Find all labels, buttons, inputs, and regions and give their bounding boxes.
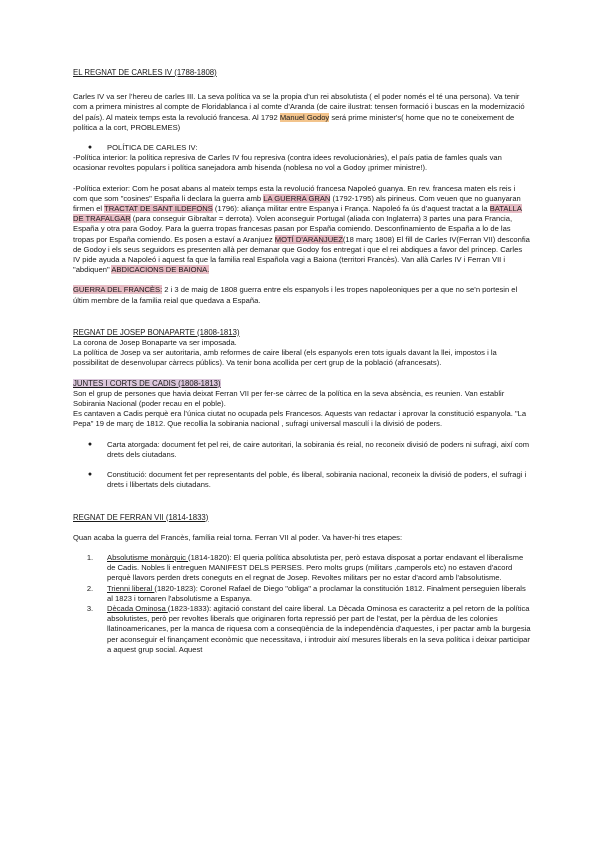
highlight-abdicacions: ABDICACIONS DE BAIONA. bbox=[111, 265, 210, 275]
highlight-guerra-frances: GUERRA DEL FRANCÈS: bbox=[73, 285, 163, 295]
heading-juntes-corts bbox=[73, 379, 531, 389]
document-page bbox=[73, 68, 531, 655]
heading-carles-iv: EL REGNAT DE CARLES IV (1788-1808) bbox=[73, 68, 217, 77]
text-span: (18 març 1808) El fill de Carles IV(Ferran VII) desconfia de Godoy i els seus seguidors es presenten allà per demanar que Godoy fos entregat i que el rei abdiques a favor del princep. Carles IV pide ayuda a Napoleó i aquest fa que la familia real Española vagi a Baiona (territori Francès). Van allà Carles IV i Ferran VII i "abdiquen" bbox=[73, 234, 530, 275]
list-number: 1. bbox=[86, 552, 94, 562]
highlight-guerra-gran: LA GUERRA GRAN bbox=[263, 193, 331, 203]
bullet-text: POLÍTICA DE CARLES IV: bbox=[107, 143, 198, 153]
list-item-text: (1823-1833): agitació constant del caire liberal. La Dècada Ominosa es caracteritz a pel retorn de la política absolutistes, però per revoltes liberals que originaren forta repressió per part de l'estat, per la pèrdua de les colonies llatinoamericanes, per la manca de riquesa com a conseqüència de la independència d'aquestes, i per pactar amb la burgesia per aconseguir el finançament econòmic que necessitava, i introduir així mesures liberals en la seva política i deixar participar a aquest grup social. Aquest bbox=[107, 603, 531, 654]
list-item bbox=[73, 604, 531, 655]
paragraph-politica-exterior bbox=[73, 184, 531, 276]
text-span: -Política exterior: Com he posat abans al mateix temps esta la revolució francesa Napoleó guanya. En rev. francesa maten els reis i com que som "cosines" España li declara la guerra amb bbox=[73, 183, 516, 203]
highlight-batalla-trafalgar: BATALLA DE TRAFALGAR bbox=[73, 204, 522, 224]
list-item-body bbox=[107, 604, 531, 655]
bullet-text: Carta atorgada: document fet pel rei, de caire autoritari, la sobirania és reial, no reconeix divisió de poders ni sufragi, així com drets dels ciutadans. bbox=[107, 439, 530, 459]
heading-josep-bonaparte: REGNAT DE JOSEP BONAPARTE (1808-1813) bbox=[73, 327, 240, 337]
text-span: (1792-1795) als pirineus. Com veuen que no guanyaran firmen el bbox=[73, 193, 521, 214]
list-item bbox=[73, 584, 531, 604]
highlight-juntes-corts: JUNTES I CORTS DE CADIS (1808-1813) bbox=[73, 378, 221, 388]
bullet-icon: ● bbox=[87, 471, 93, 479]
list-item-title: Dècada Ominosa bbox=[107, 603, 168, 613]
list-number: 2. bbox=[86, 583, 94, 593]
paragraph-ferran-intro: Quan acaba la guerra del Francès, família reial torna. Ferran VII al poder. Va haver-hi tres etapes: bbox=[73, 532, 403, 542]
list-number: 3. bbox=[86, 603, 94, 613]
text-span: (para conseguir Gibraltar = derrota). Volen aconseguir Portugal (aliada con Inglaterra) 3 partes una para Francia, España y otra para Godoy. Para la guerra tropas francesas pasan por España comiendo. Desconfinamiento de España a lo de las tropas por España comiendo. Es posen a estaví a Aranjuez bbox=[73, 214, 513, 244]
paragraph-politica-josep: La política de Josep va ser autoritaria, amb reformes de caire liberal (els espanyols eren tots iguals davant la llei, impostos i la possibilitat de desenvolupar càrrecs públics). Va tenir bona acollida per cert grup de la població (afrancesats). bbox=[73, 348, 497, 368]
heading-ferran-vii: REGNAT DE FERRAN VII (1814-1833) bbox=[73, 512, 209, 522]
list-item-body bbox=[107, 553, 531, 584]
highlight-manuel-godoy: Manuel Godoy bbox=[279, 112, 330, 122]
bullet-text: Constitució: document fet per representants del poble, és liberal, sobirania nacional, reconeix la divisió de poders, el sufragi i drets i llibertats dels ciutadans. bbox=[107, 470, 527, 490]
paragraph-carles-intro bbox=[73, 92, 531, 133]
list-item-body bbox=[107, 584, 531, 604]
paragraph-corona-josep: La corona de Josep Bonaparte va ser imposada. bbox=[73, 338, 237, 348]
list-item-text: (1820-1823): Coronel Rafael de Diego "obliga" a proclamar la constitución 1812. Finalment perseguien liberals al 1823 i tornaren l'absolutisme a Espanya. bbox=[107, 583, 526, 603]
list-item-text: (1814-1820): El queria política absolutista per, però estava disposat a portar endavant el liberalisme de Cadis. Nobles li entreguen MANIFEST DELS PERSES. Pero molts grups (militars ,camperols etc) no estaven d'acord perquè llavors perden drets coneguts en el regnat de Josep. Revoltes militars per no estar d'acord amb l'absolutisme. bbox=[107, 552, 524, 583]
text-span: 2 i 3 de maig de 1808 guerra entre els espanyols i les tropes napoleoniques per a que no se’n portesin el últim membre de la familia reial que quedava a España. bbox=[73, 285, 518, 305]
highlight-tractat: TRACTAT DE SANT ILDEFONS bbox=[104, 204, 213, 214]
highlight-moti-aranjuez: MOTÍ D'ARANJUEZ bbox=[274, 234, 343, 244]
bullet-carta-atorgada bbox=[73, 440, 531, 460]
text-span: será prime minister's( home que no te coneixement de política a la cort, PROBLEMES) bbox=[73, 112, 515, 132]
paragraph-juntes: Son el grup de persones que havia deixat Ferran VII per fer-se càrrec de la política en la seva absència, es reunien. Van establir Sobirania Nacional (poder recau en el poble). bbox=[73, 388, 505, 409]
list-item-title: Absolutisme monàrquic bbox=[107, 552, 189, 562]
text-span: Carles IV va ser l’hereu de carles III. La seva política va se la propia d’un rei absolutista ( el poder només el té una persona). Va tenir com a primera ministres al compte de Floridablanca i al comte d’Aranda (de caire ilustrat: tensen formació i buscas en la modernizació del país). Al mateix temps esta la revolució francesa. Al 1792 bbox=[73, 92, 525, 122]
paragraph-politica-interior: -Política interior: la política represiva de Carles IV fou represiva (contra idees revolucionàries), el país patia de famles quals van ocasionar revoltes populars i política sanejadora amb hisenda (noblesa no vol a Godoy ¡primer ministre!). bbox=[73, 153, 502, 173]
bullet-constitucio bbox=[73, 470, 531, 490]
list-item bbox=[73, 553, 531, 584]
paragraph-guerra-frances bbox=[73, 285, 531, 305]
bullet-politica-carles bbox=[73, 143, 531, 153]
bullet-icon: ● bbox=[87, 144, 93, 152]
bullet-icon: ● bbox=[87, 440, 93, 448]
paragraph-cadis: Es cantaven a Cadis perquè era l’única ciutat no ocupada pels Francesos. Aquests van redactar i aprovar la constitució espanyola. "La Pepa" 19 de març de 1812. Que recollia la sobirania nacional , sufragi universal masculí i la divisió de poders. bbox=[73, 409, 527, 429]
list-item-title: Trienni liberal bbox=[107, 583, 155, 593]
text-span: (1796): aliança militar entre Espanya i França. Napoleó fa ús d’aquest tractat a la bbox=[212, 204, 490, 214]
